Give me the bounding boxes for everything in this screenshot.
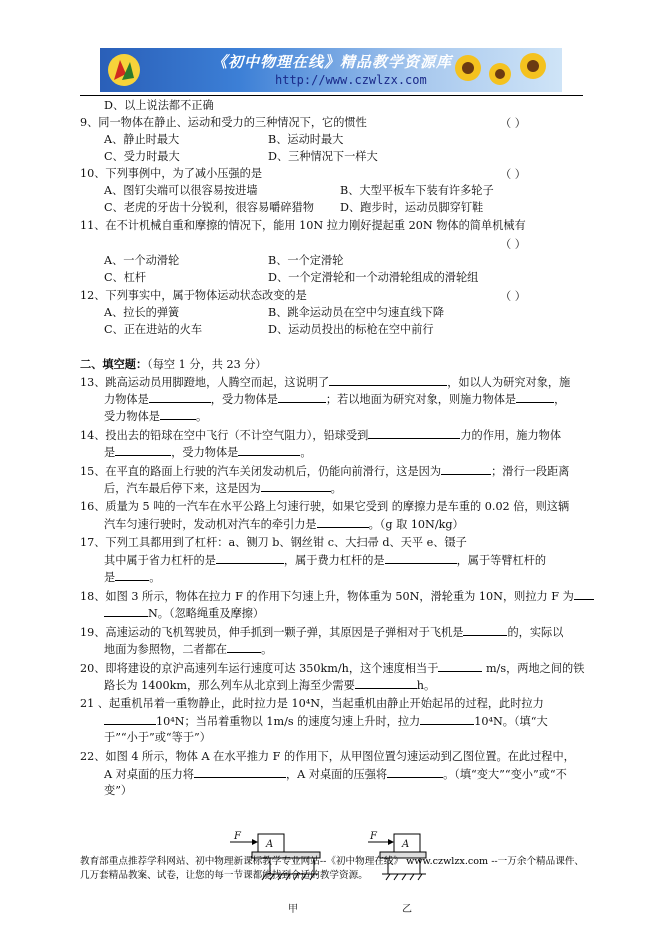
q10-option-b: B、大型平板车下装有许多轮子 [340,184,494,197]
q18-text: N。（忽略绳重及摩擦） [148,607,265,620]
q20-text: h。 [416,679,436,692]
q20-text: 20、即将建设的京沪高速列车运行速度可达 350km/h，这个速度相当于 [80,662,439,675]
caption-jia: 甲 [288,904,298,915]
q18-blank-1b[interactable] [104,605,148,617]
q21-text: 10⁴N；当吊着重物以 1m/s 的速度匀速上升时，拉力 [156,715,421,728]
banner-title: 《初中物理在线》精品教学资源库 [212,53,453,71]
banner-url[interactable]: http://www.czwlzx.com [275,73,427,87]
q19-blank-2[interactable] [227,641,261,653]
q15-line2 [104,480,342,497]
q14-blank-2[interactable] [115,444,171,456]
q20-blank-1[interactable] [438,660,482,672]
q19-text: 的，实际以 [507,626,564,639]
q11-answer-paren: （ ） [500,238,526,251]
q22-text: 。（填“变大”“变小”或“不 [443,768,567,781]
q12-answer-paren: （ ） [500,290,526,303]
q18-line1 [80,588,594,605]
q15-text: ；滑行一段距离 [491,465,570,478]
q17-text: ，属于费力杠杆的是 [283,554,385,567]
q20-blank-2[interactable] [355,677,417,689]
section-2-heading [80,356,267,373]
section-2-note: （每空 1 分，共 23 分） [147,358,267,371]
q13-blank-2[interactable] [149,391,211,403]
q9-stem: 9、同一物体在静止、运动和受力的三种情况下，它的惯性 [80,116,367,129]
q9-option-d: D、三种情况下一样大 [268,150,378,163]
q14-text: 力的作用，施力物体 [460,429,562,442]
q11-option-c: C、杠杆 [104,271,147,284]
q20-text: 路长为 1400km，那么列车从北京到上海至少需要 [104,679,355,692]
q21-line1: 21 、起重机吊着一重物静止，此时拉力是 10⁴N，当起重机由静止开始起吊的过程，此时拉力 [80,697,544,710]
q14-text: 。 [300,446,312,459]
q16-line2 [104,516,464,533]
q13-text: 受力物体是 [104,410,160,423]
q14-line2 [104,444,312,461]
q17-text: 。 [149,571,161,584]
q13-text: 13、跳高运动员用脚蹬地，人腾空而起，这说明了 [80,376,330,389]
q19-text: 地面为参照物，二者都在 [104,643,228,656]
q12-option-c: C、正在进站的火车 [104,323,203,336]
q10-option-c: C、老虎的牙齿十分锐利，很容易嚼碎猎物 [104,201,314,214]
q22-line1: 22、如图 4 所示，物体 A 在水平推力 F 的作用下，从甲图位置匀速运动到乙图位置。在此过程中， [80,750,575,763]
caption-yi: 乙 [402,904,412,915]
q21-text: 10⁴N。（填“大 [474,715,548,728]
q17-line3 [104,569,160,586]
q19-line2 [104,641,272,658]
q21-blank-2[interactable] [420,713,474,725]
q13-text: 。 [195,410,208,423]
q22-text: A 对桌面的压力将 [104,768,194,781]
label-a-jia: A [266,839,274,850]
q17-text: 其中属于省力杠杆的是 [104,554,216,567]
q13-blank-1[interactable] [329,374,447,386]
q13-line3 [104,408,207,425]
q12-option-a: A、拉长的弹簧 [104,306,180,319]
q21-line3: 于”“小于”或“等于”） [104,731,211,744]
q20-text: m/s，两地之间的铁 [482,662,585,675]
q13-text: ，如以人为研究对象，施 [447,376,571,389]
q12-stem: 12、下列事实中，属于物体运动状态改变的是 [80,289,307,302]
q12-option-d: D、运动员投出的标枪在空中前行 [268,323,434,336]
logo-icon [106,52,142,88]
page-footer: 教育部重点推荐学科网站、初中物理新课标教学专业网站--《初中物理在线》 www.czwlzx.com --一万余个精品课件、几万套精品教案、试卷，让您的每一节课都能找到合适的教学资源。 [80,856,585,881]
q13-blank-5[interactable] [160,408,196,420]
label-f-jia: F [234,831,241,842]
q14-text: 是 [104,446,116,459]
q9-option-a: A、静止时最大 [104,133,180,146]
q16-text: 汽车匀速行驶时，发动机对汽车的牵引力是 [104,518,317,531]
q22-blank-1[interactable] [194,766,286,778]
q17-text: 是 [104,571,116,584]
q17-blank-3[interactable] [115,569,149,581]
q14-blank-3[interactable] [238,444,300,456]
q8-option-d: D、以上说法都不正确 [104,99,214,112]
q14-text: 14、投出去的铅球在空中飞行（不计空气阻力），铅球受到 [80,429,369,442]
q13-text: ，受力物体是 [210,393,278,406]
q21-blank-1[interactable] [104,713,156,725]
q9-option-b: B、运动时最大 [268,133,344,146]
q14-blank-1[interactable] [368,427,460,439]
header-banner [100,48,562,92]
q13-text: 力物体是 [104,393,149,406]
q18-blank-1a[interactable] [574,588,594,600]
q13-text: ， [554,393,566,406]
q22-blank-2[interactable] [387,766,443,778]
q9-answer-paren: （ ） [500,117,526,130]
q11-option-a: A、一个动滑轮 [104,254,180,267]
section-2-title: 二、填空题： [80,357,148,371]
q11-option-b: B、一个定滑轮 [268,254,344,267]
q22-line2 [104,766,567,783]
q13-line2 [104,391,565,408]
q14-line1 [80,427,561,444]
header-rule [80,95,583,96]
q11-stem: 11、在不计机械自重和摩擦的情况下，能用 10N 拉力刚好提起重 20N 物体的简单机械有 [80,219,526,232]
q17-line1: 17、下列工具都用到了杠杆：a、铡刀 b、钢丝钳 c、大扫帚 d、天平 e、镊子 [80,536,467,549]
label-a-yi: A [402,839,410,850]
q15-text: 后，汽车最后停下来，这是因为 [104,482,261,495]
q15-text: 。 [330,482,342,495]
q13-line1 [80,374,570,391]
q15-blank-1[interactable] [441,463,491,475]
q20-line2 [104,677,435,694]
q19-line1 [80,624,563,641]
q10-option-d: D、跑步时，运动员脚穿钉鞋 [340,201,484,214]
q19-text: 。 [261,643,273,656]
q12-option-b: B、跳伞运动员在空中匀速直线下降 [268,306,445,319]
q22-line3: 变”） [104,784,133,797]
q20-line1 [80,660,584,677]
q16-blank-1[interactable] [317,516,369,528]
q16-line1: 16、质量为 5 吨的一汽车在水平公路上匀速行驶，如果它受到 的摩擦力是车重的 0.02 倍，则这辆 [80,500,570,513]
q19-blank-1[interactable] [463,624,507,636]
q13-blank-4[interactable] [516,391,554,403]
q17-blank-2[interactable] [385,552,457,564]
q18-text: 18、如图 3 所示，物体在拉力 F 的作用下匀速上升，物体重为 50N，滑轮重为 10N，则拉力 F 为 [80,590,574,603]
q13-blank-3[interactable] [278,391,326,403]
q17-blank-1[interactable] [216,552,284,564]
q18-line2 [104,605,264,622]
q13-text: ；若以地面为研究对象，则施力物体是 [325,393,517,406]
q14-text: ，受力物体是 [171,446,239,459]
q21-line2 [104,713,548,730]
label-f-yi: F [370,831,377,842]
q16-text: 。（g 取 10N/kg） [368,518,464,531]
q10-stem: 10、下列事例中，为了减小压强的是 [80,167,263,180]
q10-option-a: A、图钉尖端可以很容易按进墙 [104,184,258,197]
q15-line1 [80,463,569,480]
q22-text: ，A 对桌面的压强将 [285,768,388,781]
q11-option-d: D、一个定滑轮和一个动滑轮组成的滑轮组 [268,271,479,284]
q17-text: ，属于等臂杠杆的 [456,554,547,567]
q17-line2 [104,552,546,569]
q15-blank-2[interactable] [261,480,331,492]
q10-answer-paren: （ ） [500,168,526,181]
sunflower-icon [438,50,558,90]
q15-text: 15、在平直的路面上行驶的汽车关闭发动机后，仍能向前滑行，这是因为 [80,465,442,478]
q19-text: 19、高速运动的飞机驾驶员，伸手抓到一颗子弹，其原因是子弹相对于飞机是 [80,626,464,639]
q9-option-c: C、受力时最大 [104,150,180,163]
